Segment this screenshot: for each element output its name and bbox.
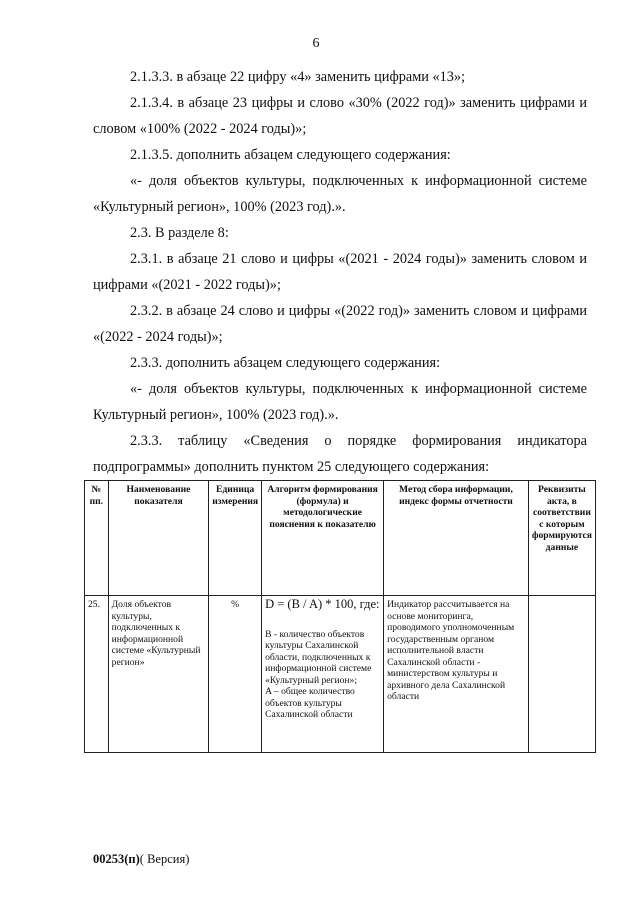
paragraph-2-3-3-table: 2.3.3. таблицу «Сведения о порядке формирования индикатора подпрограммы» дополнить пунктом 25 следующего содержания: — [93, 433, 587, 475]
formula-a-description: A – общее количество объектов культуры Сахалинской области — [265, 686, 355, 720]
paragraph-2-3: 2.3. В разделе 8: — [130, 225, 229, 241]
cell-act-details — [528, 596, 595, 753]
paragraph-2-1-3-3: 2.1.3.3. в абзаце 22 цифру «4» заменить цифрами «13»; — [130, 69, 466, 85]
cell-unit: % — [209, 596, 262, 753]
page-number: 6 — [312, 36, 320, 51]
table-header-row — [85, 481, 596, 596]
header-unit: Единица измерения — [209, 481, 262, 596]
cell-algorithm — [262, 596, 384, 753]
header-act-details: Реквизиты акта, в соответствии с которым формируются данные — [528, 481, 595, 596]
table-row — [85, 596, 596, 753]
header-algorithm: Алгоритм формирования (формула) и методологические пояснения к показателю — [262, 481, 384, 596]
paragraph-quote-2: «- доля объектов культуры, подключенных к информационной системе Культурный регион», 100% (2023 год).». — [93, 381, 587, 423]
paragraph-2-3-2: 2.3.2. в абзаце 24 слово и цифры «(2022 год)» заменить словом и цифрами «(2022 - 2024 годы)»; — [93, 303, 587, 345]
cell-number: 25. — [85, 596, 109, 753]
document-code: 00253(п) — [93, 852, 140, 866]
paragraph-quote-1: «- доля объектов культуры, подключенных к информационной системе «Культурный регион», 100% (2023 год).». — [93, 173, 587, 215]
header-method: Метод сбора информации, индекс формы отчетности — [384, 481, 529, 596]
paragraph-2-1-3-5: 2.1.3.5. дополнить абзацем следующего содержания: — [130, 147, 451, 163]
footer — [93, 852, 189, 867]
header-indicator-name: Наименование показателя — [108, 481, 209, 596]
paragraph-2-3-3-add: 2.3.3. дополнить абзацем следующего содержания: — [130, 355, 441, 371]
paragraph-2-3-1: 2.3.1. в абзаце 21 слово и цифры «(2021 - 2024 годы)» заменить словом и цифрами «(2021 - 2022 годы)»; — [93, 251, 587, 293]
indicator-table — [84, 480, 596, 753]
cell-indicator-name: Доля объектов культуры, подключенных к информационной системе «Культурный регион» — [108, 596, 209, 753]
header-number: № пп. — [85, 481, 109, 596]
cell-method: Индикатор рассчитывается на основе мониторинга, проводимого уполномоченным государственным органом исполнительной власти Сахалинской области - министерством культуры и архивного дела Сахалинской области — [384, 596, 529, 753]
document-version: ( Версия) — [139, 852, 190, 866]
paragraph-2-1-3-4: 2.1.3.4. в абзаце 23 цифры и слово «30% (2022 год)» заменить цифрами и словом «100% (2022 - 2024 годы)»; — [93, 95, 587, 137]
formula: D = (B / A) * 100, где: — [265, 597, 380, 611]
formula-b-description: B - количество объектов культуры Сахалинской области, подключенных к информационной системе «Культурный регион»; — [265, 628, 372, 686]
